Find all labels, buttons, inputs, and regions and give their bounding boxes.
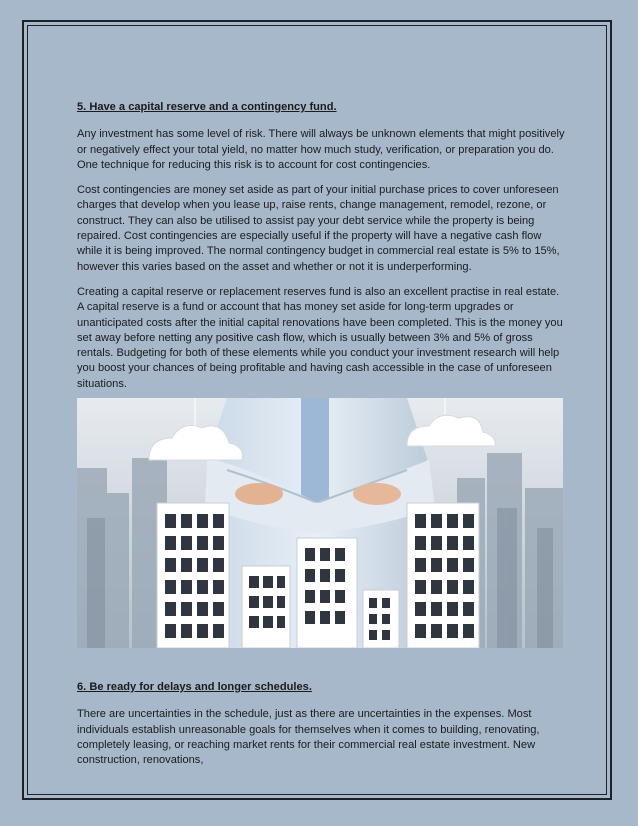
section-6	[77, 680, 567, 778]
section-5-heading: 5. Have a capital reserve and a contingency fund.	[77, 101, 337, 113]
section-6-heading: 6. Be ready for delays and longer schedules.	[77, 681, 312, 693]
section-6-paragraph-1: There are uncertainties in the schedule, just as there are uncertainties in the expenses. Most individuals establish unreasonable goals for themselves when it comes to building, renovating, completely leasing, or reaching market rents for their commercial real estate investment. New construction, renovations,	[77, 708, 540, 767]
section-5-paragraph-2: Cost contingencies are money set aside as part of your initial purchase prices to cover unforeseen charges that develop when you lease up, raise rents, change management, remodel, rezone, or construct. They can also be utilised to assist pay your debt service while the property is being repaired. Cost contingencies are especially useful if the property will have a negative cash flow while it is being improved. The normal contingency budget in commercial real estate is 5% to 15%, however this varies based on the asset and whether or not it is underperforming.	[77, 184, 560, 273]
section-5	[77, 100, 567, 402]
section-5-paragraph-3: Creating a capital reserve or replacement reserves fund is also an excellent practise in real estate. A capital reserve is a fund or account that has money set aside for long-term upgrades or unanticipated costs after the initial capital renovations have been completed. This is the money you set away before netting any positive cash flow, which is usually between 3% and 5% of gross rentals. Budgeting for both of these elements while you conduct your investment research will help you boost your chances of being profitable and having cash accessible in the case of unforeseen situations.	[77, 285, 563, 390]
businessman-buildings-illustration	[77, 398, 563, 648]
section-5-paragraph-1: Any investment has some level of risk. There will always be unknown elements that might positively or negatively effect your total yield, no matter how much study, verification, or preparation you do. One technique for reducing this risk is to account for cost contingencies.	[77, 128, 565, 171]
